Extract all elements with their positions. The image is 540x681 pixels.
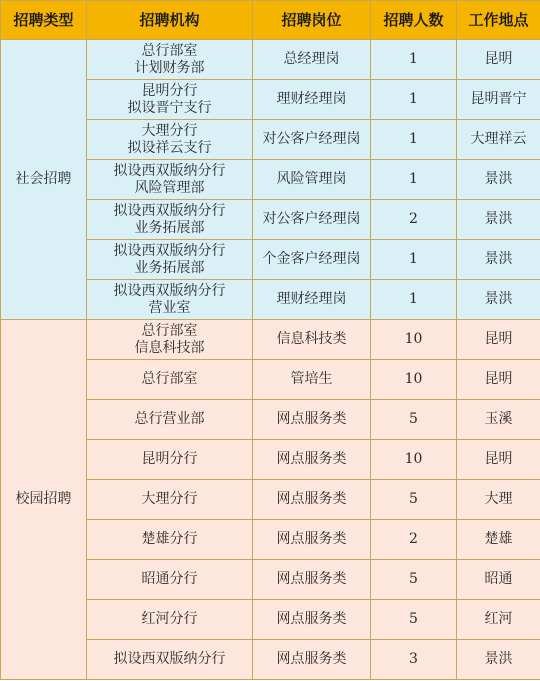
organization-line: 总行部室: [141, 371, 198, 387]
headcount-cell: 10: [371, 320, 457, 360]
organization-line: 拟设西双版纳分行: [113, 202, 226, 219]
organization-line: 总行营业部: [134, 411, 205, 427]
location-cell: 昆明: [457, 440, 540, 480]
location-cell: 大理祥云: [457, 120, 540, 160]
headcount-cell: 2: [371, 200, 457, 240]
location-cell: 景洪: [457, 280, 540, 320]
headcount-cell: 10: [371, 440, 457, 480]
organization-cell: [87, 440, 253, 480]
headcount-cell: 1: [371, 40, 457, 80]
location-cell: 景洪: [457, 160, 540, 200]
organization-cell: [87, 320, 253, 360]
location-cell: 景洪: [457, 640, 540, 680]
organization-cell: [87, 360, 253, 400]
organization-line: 业务拓展部: [134, 219, 205, 236]
organization-cell: [87, 160, 253, 200]
organization-cell: [87, 520, 253, 560]
position-cell: 网点服务类: [253, 520, 371, 560]
headcount-cell: 5: [371, 600, 457, 640]
position-cell: 网点服务类: [253, 480, 371, 520]
position-cell: 信息科技类: [253, 320, 371, 360]
table-body: [1, 40, 540, 680]
organization-cell: [87, 560, 253, 600]
headcount-cell: 10: [371, 360, 457, 400]
organization-line: 计划财务部: [134, 59, 205, 76]
position-cell: 理财经理岗: [253, 80, 371, 120]
table-row: [1, 320, 540, 360]
organization-line: 楚雄分行: [141, 531, 198, 547]
table-header-row: [1, 1, 540, 40]
position-cell: 对公客户经理岗: [253, 200, 371, 240]
organization-line: 业务拓展部: [134, 259, 205, 276]
organization-cell: [87, 120, 253, 160]
position-cell: 网点服务类: [253, 440, 371, 480]
location-cell: 昆明晋宁: [457, 80, 540, 120]
position-cell: 总经理岗: [253, 40, 371, 80]
table-row: [1, 40, 540, 80]
organization-line: 风险管理部: [134, 179, 205, 196]
organization-cell: [87, 240, 253, 280]
position-cell: 对公客户经理岗: [253, 120, 371, 160]
header-recruit-type: 招聘类型: [1, 1, 87, 40]
position-cell: 网点服务类: [253, 600, 371, 640]
organization-line: 拟设祥云支行: [127, 139, 212, 156]
organization-line: 昆明分行: [141, 82, 198, 99]
headcount-cell: 5: [371, 480, 457, 520]
organization-line: 大理分行: [141, 491, 198, 507]
position-cell: 管培生: [253, 360, 371, 400]
organization-cell: [87, 400, 253, 440]
header-organization: 招聘机构: [87, 1, 253, 40]
organization-line: 大理分行: [141, 122, 198, 139]
headcount-cell: 1: [371, 120, 457, 160]
organization-line: 总行部室: [141, 322, 198, 339]
recruit-type-cell: 社会招聘: [1, 40, 87, 320]
organization-line: 营业室: [148, 299, 191, 316]
organization-line: 红河分行: [141, 611, 198, 627]
headcount-cell: 5: [371, 560, 457, 600]
location-cell: 昭通: [457, 560, 540, 600]
organization-cell: [87, 40, 253, 80]
location-cell: 大理: [457, 480, 540, 520]
organization-cell: [87, 600, 253, 640]
organization-cell: [87, 280, 253, 320]
location-cell: 昆明: [457, 40, 540, 80]
headcount-cell: 1: [371, 160, 457, 200]
headcount-cell: 1: [371, 80, 457, 120]
organization-cell: [87, 480, 253, 520]
location-cell: 景洪: [457, 200, 540, 240]
location-cell: 楚雄: [457, 520, 540, 560]
organization-line: 拟设西双版纳分行: [113, 162, 226, 179]
position-cell: 个金客户经理岗: [253, 240, 371, 280]
organization-cell: [87, 200, 253, 240]
location-cell: 景洪: [457, 240, 540, 280]
position-cell: 风险管理岗: [253, 160, 371, 200]
position-cell: 理财经理岗: [253, 280, 371, 320]
position-cell: 网点服务类: [253, 560, 371, 600]
position-cell: 网点服务类: [253, 640, 371, 680]
headcount-cell: 1: [371, 240, 457, 280]
header-headcount: 招聘人数: [371, 1, 457, 40]
organization-line: 拟设晋宁支行: [127, 99, 212, 116]
headcount-cell: 2: [371, 520, 457, 560]
organization-line: 拟设西双版纳分行: [113, 242, 226, 259]
organization-line: 信息科技部: [134, 339, 205, 356]
organization-line: 拟设西双版纳分行: [113, 651, 226, 667]
position-cell: 网点服务类: [253, 400, 371, 440]
location-cell: 昆明: [457, 320, 540, 360]
header-position: 招聘岗位: [253, 1, 371, 40]
organization-cell: [87, 640, 253, 680]
headcount-cell: 5: [371, 400, 457, 440]
location-cell: 昆明: [457, 360, 540, 400]
recruit-type-cell: 校园招聘: [1, 320, 87, 680]
location-cell: 红河: [457, 600, 540, 640]
organization-cell: [87, 80, 253, 120]
organization-line: 昭通分行: [141, 571, 198, 587]
organization-line: 总行部室: [141, 42, 198, 59]
organization-line: 昆明分行: [141, 451, 198, 467]
header-location: 工作地点: [457, 1, 540, 40]
location-cell: 玉溪: [457, 400, 540, 440]
headcount-cell: 1: [371, 280, 457, 320]
organization-line: 拟设西双版纳分行: [113, 282, 226, 299]
headcount-cell: 3: [371, 640, 457, 680]
